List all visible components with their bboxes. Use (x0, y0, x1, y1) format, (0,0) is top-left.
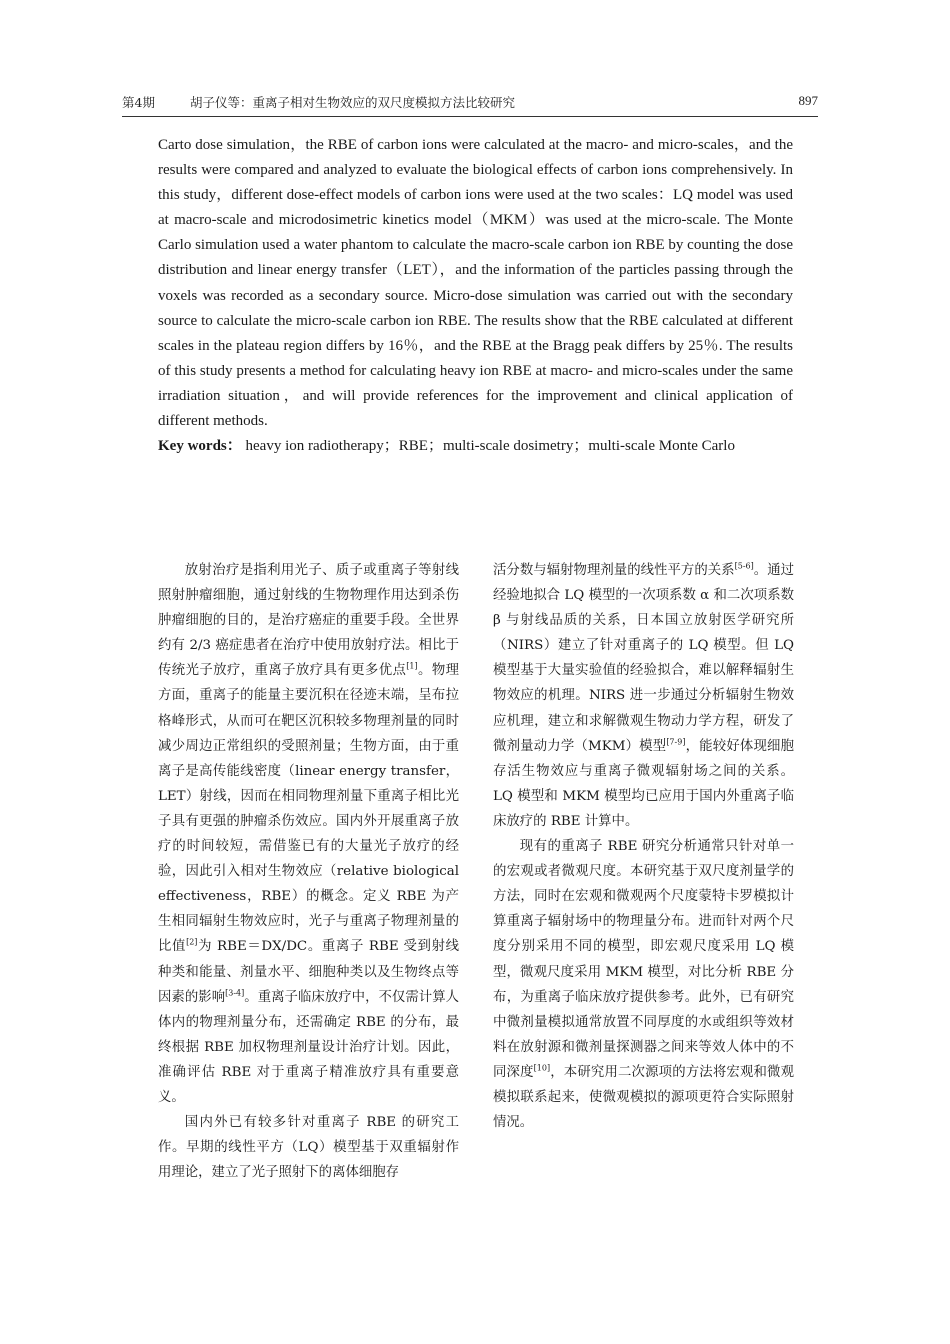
text-run: 放射治疗是指利用光子、质子或重离子等射线照射肿瘤细胞，通过射线的生物物理作用达到杀伤肿瘤细胞的目的，是治疗癌症的重要手段。全世界约有 2/3 癌症患者在治疗中使用放射疗法。相比于传统光子放疗，重离子放疗具有更多优点 (158, 563, 459, 679)
keywords (158, 434, 793, 459)
text-run: ，能较好体现细胞存活生物效应与重离子微观辐射场之间的关系。LQ 模型和 MKM 模型均已应用于国内外重离子临床放疗的 RBE 计算中。 (493, 738, 794, 829)
text-run: 。物理方面，重离子的能量主要沉积在径迹末端，呈布拉格峰形式，从而可在靶区沉积较多物理剂量的同时减少周边正常组织的受照剂量；生物方面，由于重离子是高传能线密度（linear energy transfer，LET）射线，因而在相同物理剂量下重离子相比光子具有更强的肿瘤杀伤效应。国内外开展重离子放疗的时间较短，需借鉴已有的大量光子放疗的经验，因此引入相对生物效应（relative biological effectiveness，RBE）的概念。定义 RBE 为产生相同辐射生物效应时，光子与重离子物理剂量的比值 (158, 663, 460, 955)
abstract-text: Carto dose simulation，the RBE of carbon ions were calculated at the macro- and micro-scales，and the results were compared and analyzed to evaluate the biological effects of carbon ions comprehensively. In this study，different dose-effect models of carbon ions were used at the two scales：LQ model was used at macro-scale and microdosimetric kinetics model（MKM）was used at the micro-scale. The Monte Carlo simulation used a water phantom to calculate the macro-scale carbon ion RBE by counting the dose distribution and linear energy transfer（LET），and the information of the particles passing through the voxels was recorded as a secondary source. Micro-dose simulation was carried out with the secondary source to calculate the micro-scale carbon ion RBE. The results show that the RBE calculated at different scales in the plateau region differs by 16％，and the RBE at the Bragg peak differs by 25％. The results of this study presents a method for calculating heavy ion RBE at macro- and micro-scales under the same irradiation situation，and will provide references for the improvement and clinical application of different methods. (158, 137, 793, 430)
text-run: 现有的重离子 RBE 研究分析通常只针对单一的宏观或者微观尺度。本研究基于双尺度剂量学的方法，同时在宏观和微观两个尺度蒙特卡罗模拟计算重离子辐射场中的物理量分布。进而针对两个尺度分别采用不同的模型，即宏观尺度采用 LQ 模型，微观尺度采用 MKM 模型，对比分析 RBE 分布，为重离子临床放疗提供参考。此外，已有研究中微剂量模拟通常放置不同厚度的水或组织等效材料在放射源和微剂量探测器之间来等效人体中的不同深度 (493, 839, 794, 1080)
issue-number: 第4期 (122, 95, 155, 110)
header-rule (122, 116, 818, 117)
text-run: 。通过经验地拟合 LQ 模型的一次项系数 α 和二次项系数 β 与射线品质的关系，日本国立放射医学研究所（NIRS）建立了针对重离子的 LQ 模型。但 LQ 模型基于大量实验值的经验拟合，难以解释辐射生物效应的机理。NIRS 进一步通过分析辐射生物效应机理，建立和求解微观生物动力学方程，研发了微剂量动力学（MKM）模型 (493, 563, 795, 754)
citation: [5-6] (734, 561, 754, 571)
citation: [1] (406, 661, 418, 671)
running-header (122, 93, 818, 113)
citation: [2] (186, 937, 198, 947)
intro-paragraph-2-continued (493, 558, 794, 834)
citation: [10] (533, 1063, 551, 1073)
running-title: 胡子仪等：重离子相对生物效应的双尺度模拟方法比较研究 (190, 95, 516, 110)
right-column (493, 558, 794, 1135)
keywords-list: heavy ion radiotherapy；RBE；multi-scale dosimetry；multi-scale Monte Carlo (245, 438, 735, 455)
text-run: 为 RBE＝DX/DC。重离子 RBE 受到射线种类和能量、剂量水平、细胞种类以及生物终点等因素的影响 (158, 939, 460, 1005)
intro-paragraph-1 (158, 558, 459, 1110)
citation: [3-4] (225, 988, 245, 998)
text-run: 。重离子临床放疗中，不仅需计算人体内的物理剂量分布，还需确定 RBE 的分布，最终根据 RBE 加权物理剂量设计治疗计划。因此，准确评估 RBE 对于重离子精准放疗具有重要意义。 (158, 989, 460, 1105)
page-number: 897 (798, 93, 818, 108)
intro-paragraph-3 (493, 834, 794, 1135)
english-abstract (158, 133, 793, 459)
citation: [7-9] (666, 737, 686, 747)
text-run: 活分数与辐射物理剂量的线性平方的关系 (493, 563, 735, 578)
intro-paragraph-2: 国内外已有较多针对重离子 RBE 的研究工作。早期的线性平方（LQ）模型基于双重辐射作用理论，建立了光子照射下的离体细胞存 (158, 1115, 459, 1181)
left-column (158, 558, 459, 1185)
text-run: ，本研究用二次源项的方法将宏观和微观模拟联系起来，使微观模拟的源项更符合实际照射情况。 (493, 1064, 795, 1131)
keywords-label: Key words： (158, 438, 242, 455)
